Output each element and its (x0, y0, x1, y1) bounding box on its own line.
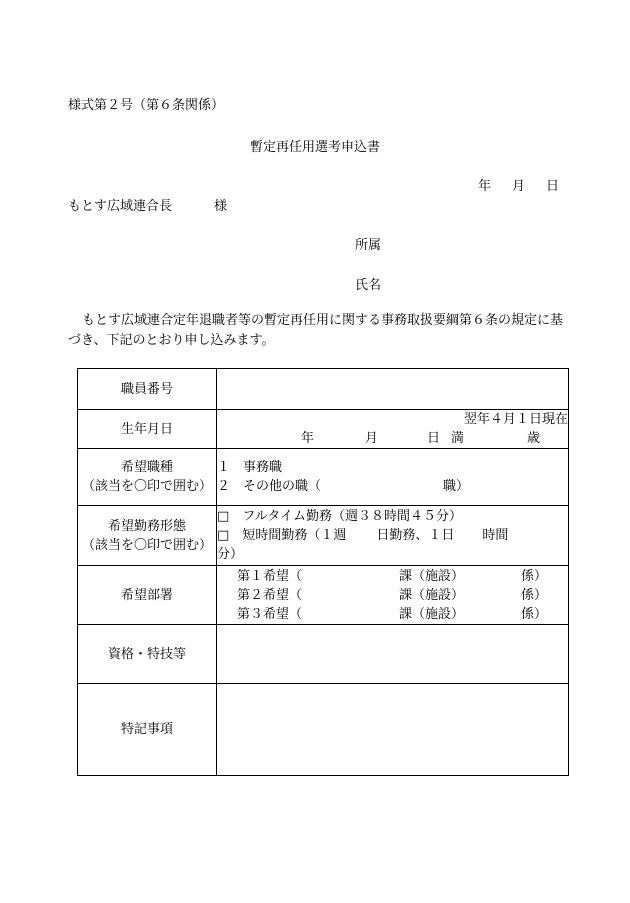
qualifications-field[interactable] (217, 625, 569, 684)
remarks-label: 特記事項 (78, 684, 217, 776)
fulltime-checkbox[interactable]: □ (217, 509, 230, 524)
job-type-option-other[interactable]: ２ その他の職（ 職） (217, 479, 470, 494)
birth-day-label: 日 (427, 431, 441, 446)
job-type-other-suffix: 職） (443, 479, 470, 494)
job-type-field[interactable] (217, 449, 569, 506)
row-birth-date (78, 410, 569, 449)
parttime-label-a: 短時間勤務（１週 (242, 528, 347, 543)
application-table (77, 368, 569, 776)
birth-month-label: 月 (365, 431, 379, 446)
name-label: 氏名 (355, 278, 382, 293)
affiliation-label: 所属 (355, 238, 382, 253)
birth-date-line (217, 429, 568, 448)
qualifications-label: 資格・特技等 (78, 625, 217, 684)
birth-year-label: 年 (301, 431, 315, 446)
row-department (78, 566, 569, 625)
age-prefix: 満 (451, 431, 465, 446)
addressee (68, 195, 227, 214)
work-style-parttime-option[interactable] (217, 526, 568, 545)
addressee-name: もとす広域連合長 (68, 199, 173, 214)
work-style-fulltime-option[interactable] (217, 507, 568, 526)
age-suffix: 歳 (527, 431, 541, 446)
fulltime-label: フルタイム勤務（週３８時間４５分） (242, 509, 463, 524)
birth-date-label: 生年月日 (78, 410, 217, 449)
parttime-checkbox[interactable]: □ (217, 528, 230, 543)
department-wish-1[interactable]: 第１希望（ 課（施設） 係） (237, 568, 548, 584)
form-number: 様式第２号（第６条関係） (68, 98, 225, 113)
job-type-option-clerical[interactable]: １ 事務職 (217, 460, 283, 475)
work-style-field[interactable] (217, 506, 569, 566)
birth-date-field[interactable] (217, 410, 569, 449)
parttime-label-c: 時間 (482, 528, 509, 543)
date-year-label: 年 (478, 179, 492, 194)
birth-date-note: 翌年４月１日現在 (463, 412, 568, 427)
department-wish-2[interactable]: 第２希望（ 課（施設） 係） (237, 587, 548, 603)
job-type-label: 希望職種 （該当を〇印で囲む） (78, 449, 217, 506)
employee-number-field[interactable] (217, 369, 569, 410)
remarks-field[interactable] (217, 684, 569, 776)
employee-number-label: 職員番号 (78, 369, 217, 410)
addressee-honorific: 様 (214, 199, 228, 214)
department-wish-3[interactable]: 第３希望（ 課（施設） 係） (237, 606, 548, 622)
department-field[interactable] (217, 566, 569, 625)
department-label: 希望部署 (78, 566, 217, 625)
row-job-type (78, 449, 569, 506)
application-statement: もとす広域連合定年退職者等の暫定再任用に関する事務取扱要綱第６条の規定に基づき、下記のとおり申し込みます。 (68, 313, 564, 348)
parttime-label-d: 分） (217, 547, 244, 562)
date-month-label: 月 (512, 179, 526, 194)
row-remarks (78, 684, 569, 776)
document-title: 暫定再任用選考申込書 (249, 140, 380, 155)
row-qualifications (78, 625, 569, 684)
row-work-style (78, 506, 569, 566)
work-style-label: 希望勤務形態 （該当を〇印で囲む） (78, 506, 217, 566)
application-date (478, 175, 559, 194)
date-day-label: 日 (546, 179, 560, 194)
parttime-label-b: 日勤務、１日 (376, 528, 455, 543)
row-employee-number (78, 369, 569, 410)
